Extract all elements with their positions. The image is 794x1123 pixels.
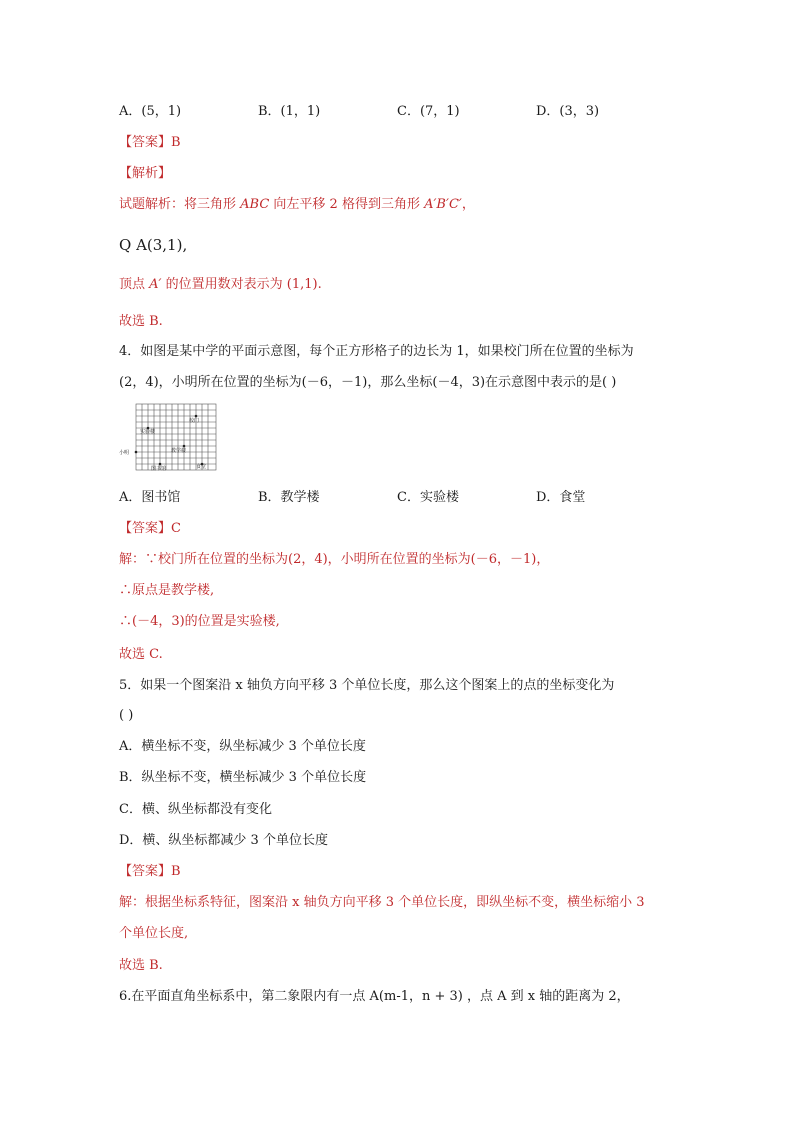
q3-option-b: B．(1，1) bbox=[258, 104, 321, 119]
map-label-xiaoming: 小明 bbox=[119, 450, 130, 456]
q3-option-d: D．(3，3) bbox=[536, 104, 600, 119]
map-point-teaching bbox=[183, 445, 186, 448]
q4-solution-line3: ∴(－4，3)的位置是实验楼, bbox=[119, 614, 280, 629]
q3-option-c: C．(7，1) bbox=[397, 104, 460, 119]
q4-option-c: C．实验楼 bbox=[397, 490, 459, 505]
q3-analysis-text-a: 试题解析：将三角形 bbox=[119, 197, 241, 212]
q3-analysis-label: 【解析】 bbox=[119, 166, 172, 181]
q6-stem-line1: 6.在平面直角坐标系中，第二象限内有一点 A(m-1，n + 3) ，点 A 到 x 轴的距离为 2， bbox=[119, 989, 630, 1004]
q3-analysis-text-c: ， bbox=[461, 197, 475, 212]
q4-option-b: B．教学楼 bbox=[258, 490, 320, 505]
q4-school-map-figure bbox=[118, 402, 220, 472]
map-label-canteen: 食堂 bbox=[196, 464, 207, 470]
q5-option-a: A．横坐标不变，纵坐标减少 3 个单位长度 bbox=[119, 739, 366, 754]
q3-analysis-line bbox=[119, 196, 475, 214]
q5-solution-line2: 个单位长度, bbox=[119, 926, 189, 941]
q4-conclusion: 故选 C. bbox=[119, 647, 163, 662]
map-point-xiaoming bbox=[135, 451, 138, 454]
map-point-library bbox=[159, 463, 162, 466]
school-map-grid bbox=[118, 402, 220, 472]
q4-option-d: D．食堂 bbox=[536, 490, 586, 505]
map-label-library: 图书馆 bbox=[151, 466, 167, 472]
q4-solution-line1: 解：∵校门所在位置的坐标为(2，4)，小明所在位置的坐标为(－6，－1)， bbox=[119, 552, 550, 567]
q5-option-d: D．横、纵坐标都减少 3 个单位长度 bbox=[119, 833, 328, 848]
map-label-lab: 实验楼 bbox=[140, 429, 156, 435]
q5-stem-line1: 5．如果一个图案沿 x 轴负方向平移 3 个单位长度，那么这个图案上的点的坐标变化为 bbox=[119, 678, 615, 693]
q3-vertex-line bbox=[119, 276, 322, 294]
q3-option-a: A．(5，1) bbox=[119, 104, 182, 119]
q3-vertex-text-a: 顶点 bbox=[119, 277, 150, 292]
q3-conclusion: 故选 B. bbox=[119, 314, 163, 329]
q5-answer-label: 【答案】B bbox=[119, 864, 181, 879]
q3-vertex-text-b: 的位置用数对表示为 (1,1). bbox=[161, 277, 322, 292]
q5-conclusion: 故选 B. bbox=[119, 958, 163, 973]
q4-solution-line2: ∴原点是教学楼, bbox=[119, 583, 215, 598]
q5-solution-line1: 解：根据坐标系特征，图案沿 x 轴负方向平移 3 个单位长度，即纵坐标不变，横坐标缩小 3 bbox=[119, 895, 645, 910]
q3-triangle-abc: ABC bbox=[240, 197, 270, 212]
map-point-gate bbox=[195, 415, 198, 418]
q5-option-c: C．横、纵坐标都没有变化 bbox=[119, 802, 272, 817]
q3-triangle-abc-prime: A′B′C′ bbox=[424, 197, 462, 212]
map-label-teaching: 教学楼 bbox=[171, 448, 187, 454]
q4-stem-line2: (2，4)，小明所在位置的坐标为(－6，－1)，那么坐标(－4，3)在示意图中表示的是( ) bbox=[119, 375, 617, 390]
q3-analysis-text-b: 向左平移 2 格得到三角形 bbox=[269, 197, 425, 212]
q3-vertex-a-prime: A′ bbox=[149, 277, 162, 292]
q3-because-line: Q A(3,1), bbox=[119, 236, 188, 254]
q4-option-a: A．图书馆 bbox=[119, 490, 181, 505]
q5-option-b: B．纵坐标不变，横坐标减少 3 个单位长度 bbox=[119, 770, 367, 785]
q5-stem-line2: ( ) bbox=[119, 708, 134, 723]
q3-answer-label: 【答案】B bbox=[119, 135, 181, 150]
q4-stem-line1: 4．如图是某中学的平面示意图，每个正方形格子的边长为 1，如果校门所在位置的坐标为 bbox=[119, 344, 634, 359]
map-label-gate: 校门 bbox=[189, 418, 200, 424]
q4-answer-label: 【答案】C bbox=[119, 521, 181, 536]
